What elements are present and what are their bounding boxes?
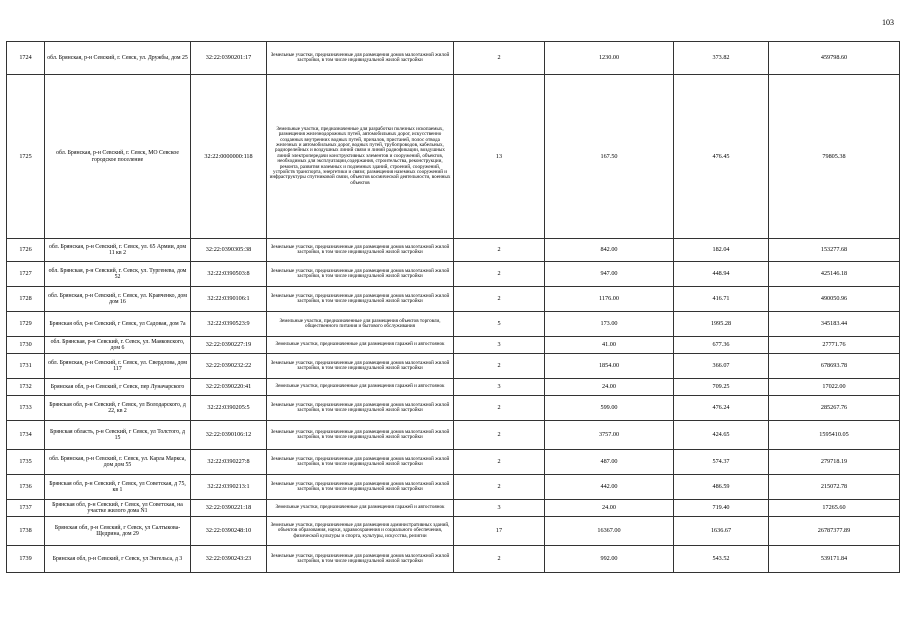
table-row — [7, 239, 900, 262]
specific-value-cell: 677.36 — [674, 337, 769, 354]
area-cell: 167.50 — [545, 75, 674, 239]
cadastral-value-cell: 153277.68 — [769, 239, 900, 262]
table-row — [7, 42, 900, 75]
address-cell: Брянская обл, р-н Севский, г Севск, ул Энгельса, д 3 — [45, 546, 191, 573]
table-row — [7, 396, 900, 421]
specific-value-cell: 373.82 — [674, 42, 769, 75]
row-number: 1737 — [7, 500, 45, 517]
address-cell: обл. Брянская, р-н Севский, г. Севск, ул. Тургенева, дом 52 — [45, 262, 191, 287]
area-cell: 487.00 — [545, 450, 674, 475]
area-cell: 947.00 — [545, 262, 674, 287]
table-row — [7, 337, 900, 354]
address-cell: Брянская обл, р-н Севский, г Севск, пер Луначарского — [45, 379, 191, 396]
specific-value-cell: 543.52 — [674, 546, 769, 573]
land-use-cell: Земельные участки, предназначенные для размещения домов малоэтажной жилой застройки, в том числе индивидуальной жилой застройки — [267, 421, 454, 450]
land-use-cell: Земельные участки, предназначенные для размещения домов малоэтажной жилой застройки, в том числе индивидуальной жилой застройки — [267, 475, 454, 500]
row-number: 1724 — [7, 42, 45, 75]
row-number: 1738 — [7, 517, 45, 546]
cadastral-number-cell: 32:22:0390232:22 — [191, 354, 267, 379]
table-row — [7, 262, 900, 287]
table-row — [7, 312, 900, 337]
group-cell: 13 — [454, 75, 545, 239]
address-cell: обл. Брянская, р-н Севский, г. Севск, ул. 65 Армии, дом 11 кв 2 — [45, 239, 191, 262]
address-cell: обл. Брянская, р-н Севский, г. Севск, ул. Маяковского, дом 6 — [45, 337, 191, 354]
area-cell: 24.00 — [545, 500, 674, 517]
cadastral-value-cell: 215072.78 — [769, 475, 900, 500]
row-number: 1733 — [7, 396, 45, 421]
land-use-cell: Земельные участки, предназначенные для размещения гаражей и автостоянок — [267, 379, 454, 396]
land-use-cell: Земельные участки, предназначенные для размещения объектов торговли, общественного питания и бытового обслуживания — [267, 312, 454, 337]
table-row — [7, 500, 900, 517]
land-use-cell: Земельные участки, предназначенные для размещения домов малоэтажной жилой застройки, в том числе индивидуальной жилой застройки — [267, 287, 454, 312]
specific-value-cell: 709.25 — [674, 379, 769, 396]
address-cell: Брянская обл, р-н Севский, г Севск, ул Советская, на участке жилого дома N1 — [45, 500, 191, 517]
area-cell: 1176.00 — [545, 287, 674, 312]
cadastral-value-cell: 345183.44 — [769, 312, 900, 337]
address-cell: Брянская обл, р-н Севский, г Севск, ул Володарского, д 22, кв 2 — [45, 396, 191, 421]
area-cell: 992.00 — [545, 546, 674, 573]
area-cell: 442.00 — [545, 475, 674, 500]
land-use-cell: Земельные участки, предназначенные для разработки полезных ископаемых, размещения железнодорожных путей, автомобильных дорог, искусственно созданных внутренних водных путей, причалов, пристаней, полос отвода железных и автомобильных дорог, водных путей, трубопроводов, кабельных, радиорелейных и воздушных линий связи и линий радиофикации, воздушных линий электропередачи конструктивных элементов и сооружений, объектов, необходимых для эксплуатации,содержания, строительства, реконструкции, ремонта, развития наземных и подземных зданий, строений, сооружений, устройств транспорта, энергетики и связи; размещения наземных сооружений и инфраструктуры спутниковой связи, объектов космической деятельности, военных объектов — [267, 75, 454, 239]
specific-value-cell: 1636.67 — [674, 517, 769, 546]
cadastral-value-cell: 26787377.89 — [769, 517, 900, 546]
group-cell: 5 — [454, 312, 545, 337]
group-cell: 3 — [454, 379, 545, 396]
group-cell: 2 — [454, 450, 545, 475]
specific-value-cell: 476.24 — [674, 396, 769, 421]
cadastral-number-cell: 32:22:0390248:10 — [191, 517, 267, 546]
cadastral-number-cell: 32:22:0390106:1 — [191, 287, 267, 312]
group-cell: 3 — [454, 500, 545, 517]
specific-value-cell: 182.04 — [674, 239, 769, 262]
cadastral-number-cell: 32:22:0390305:38 — [191, 239, 267, 262]
row-number: 1726 — [7, 239, 45, 262]
cadastral-value-cell: 539171.84 — [769, 546, 900, 573]
address-cell: Брянская область, р-н Севский, г Севск, ул Толстого, д 15 — [45, 421, 191, 450]
area-cell: 842.00 — [545, 239, 674, 262]
table-row — [7, 421, 900, 450]
table-row — [7, 354, 900, 379]
row-number: 1728 — [7, 287, 45, 312]
area-cell: 1230.00 — [545, 42, 674, 75]
cadastral-number-cell: 32:22:0390523:9 — [191, 312, 267, 337]
row-number: 1739 — [7, 546, 45, 573]
address-cell: Брянская обл, р-н Севский, г Севск, ул Садовая, дом 7а — [45, 312, 191, 337]
address-cell: Брянская обл, р-н Севский, г Севск, ул Салтыкова-Щедрина, дом 29 — [45, 517, 191, 546]
group-cell: 2 — [454, 354, 545, 379]
address-cell: обл. Брянская, р-н Севский, г. Севск, ул. Дружбы, дом 25 — [45, 42, 191, 75]
table-row — [7, 75, 900, 239]
table-row — [7, 546, 900, 573]
area-cell: 41.00 — [545, 337, 674, 354]
group-cell: 17 — [454, 517, 545, 546]
row-number: 1725 — [7, 75, 45, 239]
group-cell: 2 — [454, 262, 545, 287]
specific-value-cell: 486.59 — [674, 475, 769, 500]
land-use-cell: Земельные участки, предназначенные для размещения домов малоэтажной жилой застройки, в том числе индивидуальной жилой застройки — [267, 546, 454, 573]
row-number: 1731 — [7, 354, 45, 379]
cadastral-number-cell: 32:22:0390205:5 — [191, 396, 267, 421]
specific-value-cell: 366.07 — [674, 354, 769, 379]
land-use-cell: Земельные участки, предназначенные для размещения домов малоэтажной жилой застройки, в том числе индивидуальной жилой застройки — [267, 396, 454, 421]
area-cell: 1854.00 — [545, 354, 674, 379]
row-number: 1727 — [7, 262, 45, 287]
area-cell: 599.00 — [545, 396, 674, 421]
cadastral-number-cell: 32:22:0390221:18 — [191, 500, 267, 517]
specific-value-cell: 1995.28 — [674, 312, 769, 337]
land-use-cell: Земельные участки, предназначенные для размещения домов малоэтажной жилой застройки, в том числе индивидуальной жилой застройки — [267, 42, 454, 75]
land-use-cell: Земельные участки, предназначенные для размещения гаражей и автостоянок — [267, 500, 454, 517]
group-cell: 2 — [454, 287, 545, 312]
specific-value-cell: 448.94 — [674, 262, 769, 287]
cadastral-value-cell: 17022.00 — [769, 379, 900, 396]
table-row — [7, 517, 900, 546]
specific-value-cell: 424.65 — [674, 421, 769, 450]
area-cell: 16367.00 — [545, 517, 674, 546]
land-use-cell: Земельные участки, предназначенные для размещения домов малоэтажной жилой застройки, в том числе индивидуальной жилой застройки — [267, 239, 454, 262]
table-row — [7, 379, 900, 396]
table-row — [7, 287, 900, 312]
cadastral-value-cell: 1595410.05 — [769, 421, 900, 450]
cadastral-number-cell: 32:22:0390227:19 — [191, 337, 267, 354]
area-cell: 3757.00 — [545, 421, 674, 450]
row-number: 1734 — [7, 421, 45, 450]
cadastral-number-cell: 32:22:0390106:12 — [191, 421, 267, 450]
table-body — [7, 42, 900, 573]
specific-value-cell: 476.45 — [674, 75, 769, 239]
specific-value-cell: 574.37 — [674, 450, 769, 475]
cadastral-value-cell: 459798.60 — [769, 42, 900, 75]
area-cell: 173.00 — [545, 312, 674, 337]
group-cell: 2 — [454, 42, 545, 75]
group-cell: 3 — [454, 337, 545, 354]
cadastral-number-cell: 32:22:0390243:23 — [191, 546, 267, 573]
row-number: 1736 — [7, 475, 45, 500]
specific-value-cell: 416.71 — [674, 287, 769, 312]
land-use-cell: Земельные участки, предназначенные для размещения домов малоэтажной жилой застройки, в том числе индивидуальной жилой застройки — [267, 262, 454, 287]
cadastral-number-cell: 32:22:0390201:17 — [191, 42, 267, 75]
land-use-cell: Земельные участки, предназначенные для размещения домов малоэтажной жилой застройки, в том числе индивидуальной жилой застройки — [267, 450, 454, 475]
address-cell: обл. Брянская, р-н Севский, г. Севск, ул. Карла Маркса, дом дом 55 — [45, 450, 191, 475]
group-cell: 2 — [454, 239, 545, 262]
cadastral-value-cell: 425146.18 — [769, 262, 900, 287]
row-number: 1735 — [7, 450, 45, 475]
cadastral-value-cell: 285267.76 — [769, 396, 900, 421]
address-cell: обл. Брянская, р-н Севский, г. Севск, ул. Кравченко, дом дом 16 — [45, 287, 191, 312]
group-cell: 2 — [454, 396, 545, 421]
address-cell: Брянская обл, р-н Севский, г Севск, ул Советская, д 75, кв 1 — [45, 475, 191, 500]
specific-value-cell: 719.40 — [674, 500, 769, 517]
cadastral-number-cell: 32:22:0390503:8 — [191, 262, 267, 287]
cadastral-value-table — [6, 41, 900, 573]
cadastral-value-cell: 678693.78 — [769, 354, 900, 379]
table-row — [7, 450, 900, 475]
land-use-cell: Земельные участки, предназначенные для размещения гаражей и автостоянок — [267, 337, 454, 354]
cadastral-value-cell: 79805.38 — [769, 75, 900, 239]
page-number: 103 — [882, 18, 894, 27]
row-number: 1732 — [7, 379, 45, 396]
group-cell: 2 — [454, 546, 545, 573]
cadastral-value-cell: 17265.60 — [769, 500, 900, 517]
cadastral-number-cell: 32:22:0390227:8 — [191, 450, 267, 475]
address-cell: обл. Брянская, р-н Севский, г. Севск, МО Севское городское поселение — [45, 75, 191, 239]
cadastral-number-cell: 32:22:0000000:118 — [191, 75, 267, 239]
cadastral-value-cell: 490050.96 — [769, 287, 900, 312]
row-number: 1729 — [7, 312, 45, 337]
table-row — [7, 475, 900, 500]
group-cell: 2 — [454, 475, 545, 500]
cadastral-number-cell: 32:22:0390220:41 — [191, 379, 267, 396]
cadastral-value-cell: 27771.76 — [769, 337, 900, 354]
cadastral-number-cell: 32:22:0390213:1 — [191, 475, 267, 500]
address-cell: обл. Брянская, р-н Севский, г. Севск, ул. Свердлова, дом 117 — [45, 354, 191, 379]
row-number: 1730 — [7, 337, 45, 354]
area-cell: 24.00 — [545, 379, 674, 396]
group-cell: 2 — [454, 421, 545, 450]
land-use-cell: Земельные участки, предназначенные для размещения административных зданий, объектов образования, науки, здравоохранения и социального обеспечения, физической культуры и спорта, культуры, искусства, религии — [267, 517, 454, 546]
cadastral-value-cell: 279718.19 — [769, 450, 900, 475]
land-use-cell: Земельные участки, предназначенные для размещения домов малоэтажной жилой застройки, в том числе индивидуальной жилой застройки — [267, 354, 454, 379]
